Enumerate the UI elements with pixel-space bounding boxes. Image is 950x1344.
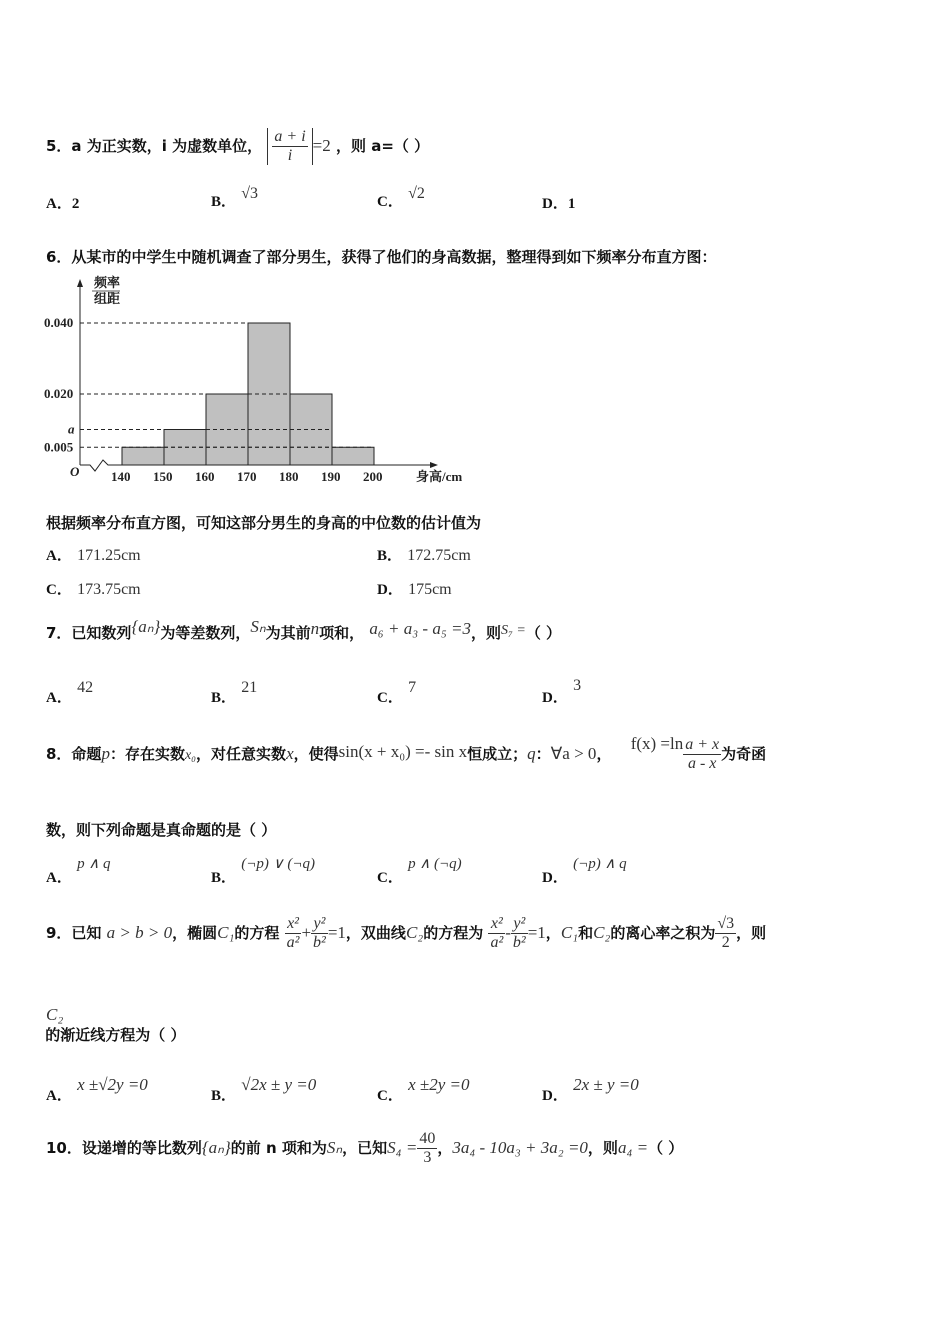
q6-option-a[interactable] — [46, 544, 141, 565]
q10-text: ，则 — [587, 1139, 618, 1157]
q10-condition: 3a₄ - 10a₃ + 3a₂ =0 — [452, 1138, 588, 1157]
q8-fraction-den: a - x — [687, 755, 717, 772]
option-value: p ∧ (¬q) — [408, 856, 462, 872]
option-label: A． — [46, 690, 72, 706]
q6-option-b[interactable] — [377, 544, 471, 565]
q9-c2: C₂ — [405, 923, 424, 942]
option-value: 2 — [71, 196, 80, 212]
q8-text: ： — [535, 745, 551, 763]
y-axis-label-numerator: 频率 — [94, 275, 121, 290]
x-tick-label: 160 — [195, 469, 215, 484]
option-value: 42 — [77, 679, 94, 696]
q6-stem: 6．从某市的中学生中随机调查了部分男生，获得了他们的身高数据，整理得到如下频率分布直方图： — [46, 248, 717, 266]
option-label: A． — [46, 548, 72, 564]
q8-text: 8．命题 — [46, 745, 102, 763]
option-label: D． — [377, 582, 403, 598]
q9-a2: a² — [490, 934, 504, 951]
q5-abs-eq: =2 — [312, 136, 331, 155]
q8-text: ，使得 — [293, 745, 339, 763]
x-axis-arrow — [430, 462, 438, 468]
q8-q: q — [527, 744, 536, 763]
option-value: √3 — [241, 185, 259, 202]
q7-text: （ ） — [525, 624, 562, 642]
origin-label: O — [70, 464, 80, 479]
q9-text: ，椭圆 — [172, 924, 218, 942]
q8-p: p — [101, 744, 110, 763]
q5-option-c[interactable] — [377, 185, 425, 211]
q7-option-d[interactable] — [542, 674, 582, 706]
q8-fx: f(x) =ln — [630, 734, 684, 753]
q9-option-b[interactable] — [211, 1074, 317, 1104]
option-value: 172.75cm — [407, 547, 471, 564]
option-label: D． — [542, 870, 568, 886]
q10-text: 10．设递增的等比数列 — [46, 1139, 202, 1157]
option-label: A． — [46, 196, 72, 212]
q7-text: ，则 — [470, 624, 501, 642]
x-tick-label: 200 — [363, 469, 383, 484]
q9-y2: y² — [511, 915, 528, 934]
histogram — [40, 270, 480, 490]
q10-text: （ ） — [648, 1139, 684, 1157]
option-value: 1 — [567, 196, 576, 212]
q10-text: 的前 n 项和为 — [230, 1139, 327, 1157]
q10-stem — [46, 1130, 683, 1167]
q6-option-d[interactable] — [377, 578, 452, 599]
q5-tail: ，则 a=（ ） — [335, 137, 430, 155]
option-label: B． — [377, 548, 403, 564]
q7-text: 7．已知数列 — [46, 624, 132, 642]
q8-text: ：存在实数 — [109, 745, 185, 763]
q9-x2: x² — [285, 915, 302, 934]
q9-text: ，则 — [736, 924, 767, 942]
option-label: C． — [377, 690, 403, 706]
q8-forall: ∀a > 0 — [550, 744, 597, 763]
q9-stem-line2 — [45, 1005, 203, 1044]
q9-c2: C₂ — [593, 923, 611, 942]
q9-text: 的离心率之积为 — [610, 924, 716, 942]
q10-text: ， — [437, 1139, 453, 1157]
q8-fraction-num: a + x — [685, 736, 720, 753]
q9-a2: a² — [286, 934, 300, 951]
q5-option-b[interactable] — [211, 185, 259, 211]
q9-eq: =1 — [327, 923, 346, 942]
q9-text: ， — [545, 924, 561, 942]
option-value: p ∧ q — [77, 856, 111, 872]
q10-s4: S₄ = — [387, 1138, 418, 1157]
y-tick-label: a — [68, 421, 75, 437]
histogram-bar — [332, 447, 374, 465]
q9-x2: x² — [488, 915, 505, 934]
option-label: C． — [377, 1088, 403, 1104]
q7-text: 项和， — [319, 624, 365, 642]
q9-text: 的方程 — [234, 924, 280, 942]
q7-option-c[interactable] — [377, 676, 417, 706]
q7-text: 为等差数列， — [160, 624, 251, 642]
q9-option-d[interactable] — [542, 1074, 639, 1104]
option-value: 175cm — [408, 581, 452, 598]
option-value: 21 — [241, 679, 258, 696]
q9-product-num: √3 — [717, 915, 735, 932]
q8-equation: sin(x + x₀) =- sin x — [338, 742, 468, 761]
q6-option-c[interactable] — [46, 578, 141, 599]
q8-stem — [46, 736, 766, 773]
q7-option-a[interactable] — [46, 676, 94, 706]
q10-text: ，已知 — [342, 1139, 388, 1157]
q9-c2: C₂ — [46, 1005, 64, 1024]
q8-stem-line2: 数，则下列命题是真命题的是（ ） — [46, 821, 277, 839]
q5-abs-den: i — [287, 147, 293, 164]
q9-b2: b² — [313, 934, 326, 951]
q9-c1: C₁ — [217, 923, 235, 942]
q9-y2: y² — [311, 915, 328, 934]
q5-option-a[interactable] — [46, 192, 79, 213]
q10-s4-num: 40 — [419, 1130, 436, 1147]
option-value: 7 — [408, 679, 417, 696]
q5-stem — [46, 128, 429, 165]
q5-option-d[interactable] — [542, 192, 575, 213]
q7-s7: S₇ = — [501, 623, 526, 638]
q5-abs — [267, 128, 312, 165]
q9-text: 和 — [578, 924, 594, 942]
q9-text: 的方程为 — [423, 924, 484, 942]
q9-text: 9．已知 — [46, 924, 102, 942]
q10-seq: {aₙ} — [201, 1138, 231, 1157]
y-tick-label: 0.005 — [44, 439, 74, 455]
option-value: x ±2y =0 — [408, 1075, 470, 1094]
q8-option-c[interactable] — [377, 852, 462, 886]
option-label: D． — [542, 1088, 568, 1104]
option-label: A． — [46, 870, 72, 886]
x-tick-label: 190 — [321, 469, 341, 484]
option-label: D． — [542, 690, 568, 706]
option-value: √2 — [408, 185, 425, 202]
option-value: 2x ± y =0 — [573, 1075, 639, 1094]
option-value: √2x ± y =0 — [241, 1075, 317, 1094]
y-tick-label: 0.040 — [44, 315, 74, 330]
option-label: B． — [211, 690, 237, 706]
x-tick-label: 140 — [111, 469, 131, 484]
option-value: x ±√2y =0 — [77, 1075, 148, 1094]
q6-question: 根据频率分布直方图，可知这部分男生的身高的中位数的估计值为 — [46, 514, 482, 532]
q9-product-den: 2 — [721, 934, 730, 951]
q8-text: 恒成立； — [467, 745, 528, 763]
q8-text: ，对任意实数 — [196, 745, 287, 763]
q8-text: ， — [596, 745, 612, 763]
q5-abs-num: a + i — [274, 128, 306, 145]
q9-text: ，双曲线 — [345, 924, 406, 942]
q5-text: 5．a 为正实数，i 为虚数单位， — [46, 137, 263, 155]
option-label: C． — [377, 194, 403, 210]
x-tick-label: 150 — [153, 469, 173, 484]
option-value: (¬p) ∧ q — [573, 856, 627, 872]
q8-x: x — [286, 744, 294, 763]
histogram-bar — [122, 447, 164, 465]
option-label: D． — [542, 196, 568, 212]
q9-b2: b² — [512, 934, 526, 951]
q8-text: 为奇函 — [721, 745, 767, 763]
q9-plus: + — [301, 923, 312, 942]
y-axis-arrow — [77, 279, 83, 287]
option-value: 173.75cm — [77, 581, 141, 598]
q9-eq: =1 — [527, 923, 546, 942]
x-tick-label: 170 — [237, 469, 257, 484]
q8-option-a[interactable] — [46, 852, 111, 886]
q8-x0: x₀ — [184, 748, 197, 763]
option-label: C． — [46, 582, 72, 598]
option-label: B． — [211, 194, 237, 210]
q7-seq: {aₙ} — [131, 617, 161, 636]
q9-minus: - — [505, 923, 511, 942]
q8-option-d[interactable] — [542, 852, 627, 886]
option-label: B． — [211, 870, 237, 886]
q9-c1: C₁ — [560, 923, 579, 942]
option-value: (¬p) ∨ (¬q) — [241, 856, 315, 872]
q7-n: n — [310, 619, 320, 638]
y-axis-label-denominator: 组距 — [94, 291, 121, 306]
q9-option-c[interactable] — [377, 1074, 470, 1104]
option-value: 171.25cm — [77, 547, 141, 564]
option-label: B． — [211, 1088, 237, 1104]
q9-option-a[interactable] — [46, 1074, 148, 1104]
q10-sn: Sₙ — [326, 1138, 343, 1157]
option-label: A． — [46, 1088, 72, 1104]
x-axis-label: 身高/cm — [416, 469, 463, 484]
q7-stem — [46, 617, 562, 643]
y-tick-label: 0.020 — [44, 386, 74, 401]
q7-option-b[interactable] — [211, 676, 258, 706]
option-label: C． — [377, 870, 403, 886]
q7-sn: Sₙ — [250, 617, 266, 636]
q9-condition: a > b > 0 — [106, 923, 173, 942]
q8-option-b[interactable] — [211, 852, 315, 886]
q7-text: 为其前 — [265, 624, 311, 642]
q9-text: 的渐近线方程为（ ） — [45, 1026, 186, 1044]
q7-condition: a₆ + a₃ - a₅ =3 — [369, 619, 471, 638]
q10-a4: a₄ = — [617, 1138, 649, 1157]
q9-stem — [46, 915, 766, 952]
x-tick-label: 180 — [279, 469, 299, 484]
option-value: 3 — [573, 677, 582, 694]
q10-s4-den: 3 — [423, 1149, 432, 1166]
